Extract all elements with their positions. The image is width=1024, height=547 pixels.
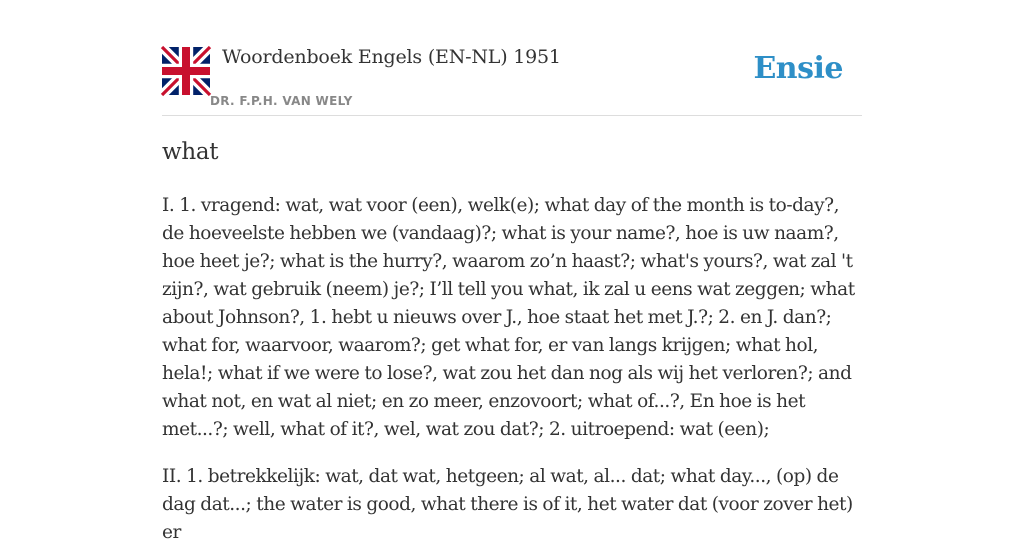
dictionary-header <box>162 0 862 116</box>
definition-paragraph-2: II. 1. betrekkelijk: wat, dat wat, hetgeen; al wat, al... dat; what day..., (op) de dag dat...; the water is good, what there is of it, het water dat (voor zover het) er <box>162 466 853 543</box>
dictionary-author: DR. F.P.H. VAN WELY <box>210 94 353 108</box>
ensie-logo[interactable]: Ensie <box>753 51 843 86</box>
entry-headword: what <box>162 139 219 165</box>
dictionary-title[interactable]: Woordenboek Engels (EN-NL) 1951 <box>222 46 561 68</box>
entry-page <box>162 0 862 543</box>
definition-paragraph-1: I. 1. vragend: wat, wat voor (een), welk(e); what day of the month is to-day?, de hoeveelste hebben we (vandaag)?; what is your name?, hoe is uw naam?, hoe heet je?; what is the hurry?, waarom zo’n haast?; what's yours?, wat zal 't zijn?, wat gebruik (neem) je?; I’ll tell you what, ik zal u eens wat zeggen; what about Johnson?, 1. hebt u nieuws over J., hoe staat het met J.?; 2. en J. dan?; what for, waarvoor, waarom?; get what for, er van langs krijgen; what hol, hela!; what if we were to lose?, wat zou het dan nog als wij het verloren?; and what not, en wat al niet; en zo meer, enzovoort; what of...?, En hoe is het met...?; well, what of it?, wel, wat zou dat?; 2. uitroepend: wat (een); <box>162 195 855 440</box>
uk-flag-icon <box>162 47 210 95</box>
